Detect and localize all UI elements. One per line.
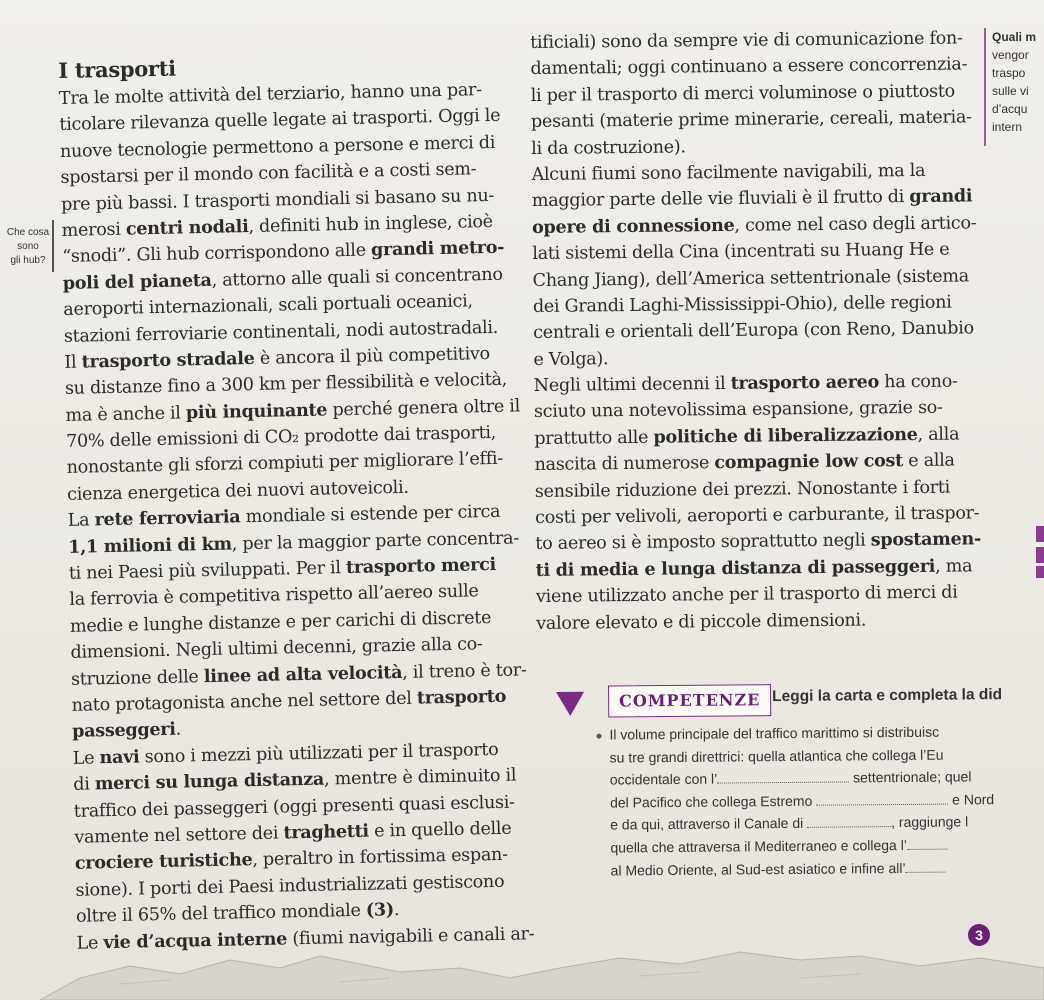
triangle-marker-icon (556, 692, 584, 716)
text-line: sensibile riduzione dei prezzi. Nonostante i forti (534, 477, 950, 502)
text-line: Negli ultimi decenni il trasporto aereo ha cono- (533, 371, 958, 397)
text-line: la ferrovia è competitiva rispetto all’aereo sulle (69, 581, 479, 611)
text-line: valore elevato e di piccole dimensioni. (536, 610, 867, 634)
text-line: 1,1 milioni di km, per la maggior parte concentra- (68, 528, 520, 558)
bold-term: linee ad alta velocità (203, 661, 403, 687)
text-line: su distanze fino a 300 km per flessibilità e velocità, (64, 369, 508, 400)
bold-term: 1,1 milioni di km (68, 533, 233, 558)
exercise-line: su tre grandi direttrici: quella atlantica che collega l’Eu (609, 746, 944, 766)
fill-in-blank[interactable] (807, 814, 891, 828)
text-line: centrali e orientali dell’Europa (con Reno, Danubio (533, 318, 974, 344)
text-line: li da costruzione). (531, 136, 686, 159)
bold-term: grandi metro- (370, 237, 505, 261)
text-line: spostarsi per il mondo con facilità e a costi sem- (60, 159, 477, 189)
bold-term: passeggeri (71, 719, 176, 743)
bold-term: trasporto aereo (730, 371, 880, 394)
text-line: di merci su lunga distanza, mentre è diminuito il (73, 765, 517, 795)
bold-term: più inquinante (185, 399, 328, 424)
bold-term: trasporto stradale (81, 347, 255, 373)
side-question (4, 226, 52, 268)
text-line: nato protagonista anche nel settore del trasporto (71, 685, 507, 716)
bold-term: trasporto (416, 685, 507, 709)
right-margin-question (984, 28, 1044, 146)
text-line: Le vie d’acqua interne (fiumi navigabili e canali ar- (76, 923, 535, 954)
left-paragraphs (59, 76, 539, 956)
text-line: maggior parte delle vie fluviali è il frutto di grandi (531, 185, 973, 212)
text-line: sciuto una notevolissima espansione, grazie so- (533, 398, 943, 423)
text-line: pre più bassi. I trasporti mondiali si basano su nu- (60, 185, 495, 215)
text-line: dei Grandi Laghi-Mississippi-Ohio), delle regioni (532, 292, 952, 317)
bold-term: merci su lunga distanza (94, 768, 325, 795)
fill-in-blank[interactable] (907, 837, 947, 850)
text-line: costi per velivoli, aeroporti e carburante, il traspor- (535, 503, 980, 529)
right-paragraphs (530, 25, 991, 637)
bold-term: ti di media e lunga distanza di passeggeri (535, 555, 936, 581)
text-line: Alcuni fiumi sono facilmente navigabili, ma la (531, 160, 926, 185)
text-line: traffico dei passeggeri (oggi presenti quasi esclusi- (73, 792, 515, 822)
text-line: tificiali) sono da sempre vie di comunicazione fon- (530, 28, 963, 53)
text-line: pesanti (materie prime minerarie, cereali, materia- (530, 107, 972, 133)
fill-in-blank[interactable] (905, 859, 945, 872)
exercise-text (596, 719, 1044, 882)
bullet-icon (596, 733, 601, 738)
text-line: medie e lunghe distanze e per carichi di discrete (69, 607, 492, 637)
text-line: La rete ferroviaria mondiale si estende per circa (67, 502, 501, 532)
text-line: Le navi sono i mezzi più utilizzati per il trasporto (72, 739, 499, 769)
text-line: nonostante gli sforzi compiuti per migliorare l’effi- (66, 449, 504, 479)
text-line: ti di media e lunga distanza di passeggeri, ma (535, 555, 973, 581)
text-line: ticolare rilevanza quelle legate ai trasporti. Oggi le (59, 106, 501, 136)
competenze-label: COMPETENZE (608, 684, 771, 717)
edge-tab (1036, 566, 1044, 578)
bold-term: politiche di liberalizzazione (653, 423, 918, 448)
margin-line: sulle vi (992, 84, 1029, 98)
text-line: merosi centri nodali, definiti hub in inglese, cioè (61, 211, 494, 241)
side-question-line: sono (17, 241, 39, 252)
margin-line: intern (992, 120, 1023, 134)
left-text-column (58, 46, 539, 956)
section-title: I trasporti (58, 55, 177, 83)
exercise-line: quella che attraversa il Mediterraneo e collega l’ (597, 832, 1044, 859)
exercise-line: e da qui, attraverso il Canale di , raggiunge l (610, 813, 969, 833)
bold-term: poli del pianeta (62, 269, 212, 294)
text-line: viene utilizzato anche per il trasporto di merci di (535, 582, 958, 608)
text-line: lati sistemi della Cina (incentrati su Huang He e (532, 239, 950, 265)
exercise-line: al Medio Oriente, al Sud-est asiatico e infine all’ (598, 855, 1044, 882)
exercise-line: occidentale con l’ settentrionale; quel (609, 768, 972, 788)
fill-in-blank[interactable] (816, 791, 948, 805)
exercise-line: Il volume principale del traffico marittimo si distribuisc (596, 719, 1044, 746)
text-line: prattutto alle politiche di liberalizzazione, alla (534, 423, 960, 449)
text-line: nascita di numerose compagnie low cost e alla (534, 450, 955, 476)
text-line: vamente nel settore dei traghetti e in quello delle (74, 818, 512, 848)
side-question-divider (52, 220, 54, 272)
text-line: li per il trasporto di merci voluminose o piuttosto (530, 81, 956, 106)
exercise-instruction: Leggi la carta e completa la did (772, 686, 1003, 706)
bold-term: opere di connessione (531, 214, 735, 238)
figure-number-badge: 3 (968, 924, 990, 946)
text-line: damentali; oggi continuano a essere concorrenzia- (530, 54, 968, 80)
margin-line: vengor (992, 48, 1029, 62)
text-line: ti nei Paesi più sviluppati. Per il trasporto merci (68, 553, 497, 584)
text-line: oltre il 65% del traffico mondiale (3). (75, 899, 400, 927)
bold-term: vie d’acqua interne (103, 927, 288, 953)
text-line: struzione delle linee ad alta velocità, il treno è tor- (70, 659, 527, 690)
edge-tab (1036, 526, 1044, 542)
bold-term: rete ferroviaria (94, 506, 241, 531)
text-line: poli del pianeta, attorno alle quali si concentrano (62, 264, 503, 294)
margin-line: Quali m (992, 30, 1037, 44)
text-line: Il trasporto stradale è ancora il più competitivo (64, 343, 491, 373)
bold-term: trasporto merci (345, 553, 497, 579)
text-line: Chang Jiang), dell’America settentrionale (sistema (532, 265, 969, 291)
bold-term: centri nodali (125, 216, 249, 240)
fill-in-blank[interactable] (717, 770, 849, 784)
text-line: aeroporti internazionali, scali portuali oceanici, (63, 291, 473, 321)
text-line: ma è anche il più inquinante perché genera oltre il (65, 396, 521, 426)
text-line: sione). I porti dei Paesi industrializzati gestiscono (75, 871, 505, 901)
bold-term: navi (99, 746, 140, 769)
text-line: nuove tecnologie permettono a persone e merci di (59, 132, 496, 162)
bold-term: grandi (909, 185, 973, 208)
right-text-column (530, 25, 991, 637)
text-line: stazioni ferroviarie continentali, nodi autostradali. (63, 317, 499, 347)
text-line: to aereo si è imposto soprattutto negli spostamen- (535, 528, 982, 555)
side-question-line: gli hub? (10, 255, 46, 266)
bold-term: traghetti (283, 820, 370, 844)
exercise-line: del Pacifico che collega Estremo e Nord (609, 790, 995, 811)
world-map-fragment (40, 938, 1044, 1000)
bold-term: crociere turistiche (74, 849, 253, 875)
bold-term: spostamen- (870, 528, 982, 551)
text-line: Tra le molte attività del terziario, hanno una par- (58, 80, 483, 109)
text-line: “snodi”. Gli hub corrispondono alle grandi metro- (62, 237, 505, 268)
text-line: dimensioni. Negli ultimi decenni, grazie alla co- (70, 634, 483, 664)
side-question-line: Che cosa (6, 227, 50, 238)
bold-term: (3) (365, 899, 395, 921)
text-line: 70% delle emissioni di CO₂ prodotte dai trasporti, (65, 422, 497, 452)
text-line: passeggeri. (71, 719, 182, 743)
edge-tab (1036, 547, 1044, 563)
text-line: crociere turistiche, peraltro in fortissima espan- (74, 845, 508, 875)
bold-term: compagnie low cost (714, 450, 904, 474)
text-line: opere di connessione, come nel caso degli artico- (531, 213, 977, 238)
margin-line: d’acqu (992, 102, 1028, 116)
text-line: e Volga). (533, 348, 609, 370)
competenze-exercise (556, 681, 1044, 879)
margin-line: traspo (992, 66, 1026, 80)
text-line: cienza energetica dei nuovi autoveicoli. (66, 477, 409, 505)
